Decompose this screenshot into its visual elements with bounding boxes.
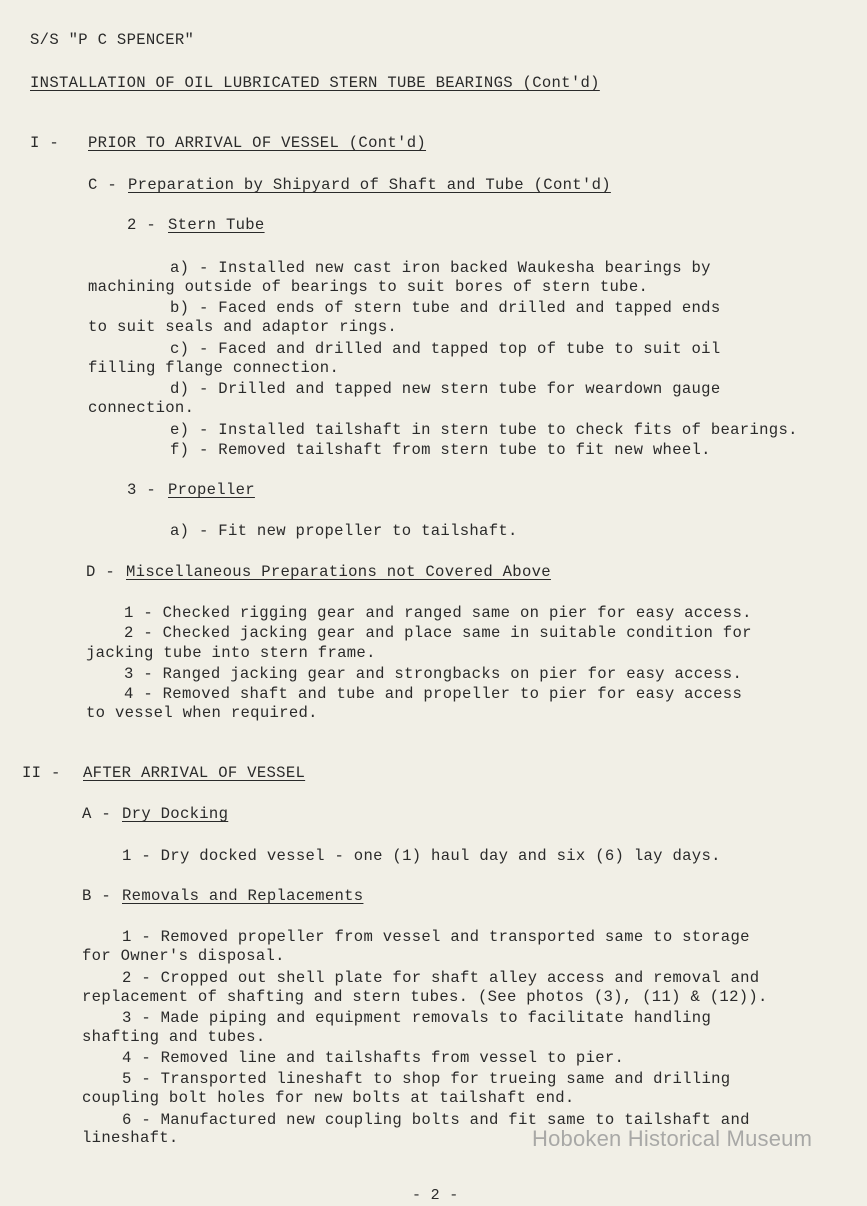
removals-line: 3 - Made piping and equipment removals to facilitate handling bbox=[122, 1009, 712, 1027]
section-1-numeral: I - bbox=[30, 134, 59, 152]
stern-tube-line: machining outside of bearings to suit bores of stern tube. bbox=[88, 278, 649, 296]
stern-tube-line: e) - Installed tailshaft in stern tube to check fits of bearings. bbox=[170, 421, 798, 439]
subsection-c-prefix: C - bbox=[88, 176, 127, 194]
removals-line: 5 - Transported lineshaft to shop for trueing same and drilling bbox=[122, 1070, 731, 1088]
removals-line: for Owner's disposal. bbox=[82, 947, 285, 965]
misc-line: 4 - Removed shaft and tube and propeller to pier for easy access bbox=[124, 685, 743, 703]
stern-tube-line: to suit seals and adaptor rings. bbox=[88, 318, 398, 336]
page-number: - 2 - bbox=[412, 1187, 459, 1204]
misc-line: to vessel when required. bbox=[86, 704, 318, 722]
vessel-name: S/S "P C SPENCER" bbox=[30, 31, 195, 49]
dry-docking-line: 1 - Dry docked vessel - one (1) haul day and six (6) lay days. bbox=[122, 847, 721, 865]
removals-line: shafting and tubes. bbox=[82, 1028, 266, 1046]
subsection-b-prefix: B - bbox=[82, 887, 121, 905]
section-2-heading: AFTER ARRIVAL OF VESSEL bbox=[83, 764, 306, 782]
item-2-prefix: 2 - bbox=[127, 216, 166, 234]
misc-line: 1 - Checked rigging gear and ranged same on pier for easy access. bbox=[124, 604, 752, 622]
item-2-heading: Stern Tube bbox=[168, 216, 265, 234]
removals-line: 2 - Cropped out shell plate for shaft alley access and removal and bbox=[122, 969, 760, 987]
section-2-numeral: II - bbox=[22, 764, 61, 782]
removals-line: lineshaft. bbox=[82, 1129, 179, 1147]
section-1-heading: PRIOR TO ARRIVAL OF VESSEL (Cont'd) bbox=[88, 134, 427, 152]
misc-line: 2 - Checked jacking gear and place same in suitable condition for bbox=[124, 624, 752, 642]
stern-tube-line: filling flange connection. bbox=[88, 359, 340, 377]
museum-watermark: Hoboken Historical Museum bbox=[532, 1126, 813, 1151]
subsection-d-heading: Miscellaneous Preparations not Covered Above bbox=[126, 563, 551, 581]
item-3-prefix: 3 - bbox=[127, 481, 166, 499]
removals-line: replacement of shafting and stern tubes. (See photos (3), (11) & (12)). bbox=[82, 988, 768, 1006]
stern-tube-line: c) - Faced and drilled and tapped top of tube to suit oil bbox=[170, 340, 721, 358]
document-title: INSTALLATION OF OIL LUBRICATED STERN TUBE BEARINGS (Cont'd) bbox=[30, 74, 600, 92]
removals-line: 4 - Removed line and tailshafts from vessel to pier. bbox=[122, 1049, 625, 1067]
item-3-heading: Propeller bbox=[168, 481, 255, 499]
removals-line: 1 - Removed propeller from vessel and transported same to storage bbox=[122, 928, 750, 946]
removals-line: 6 - Manufactured new coupling bolts and fit same to tailshaft and bbox=[122, 1111, 750, 1129]
misc-line: jacking tube into stern frame. bbox=[86, 644, 376, 662]
subsection-b-heading: Removals and Replacements bbox=[122, 887, 364, 905]
subsection-c-heading: Preparation by Shipyard of Shaft and Tube (Cont'd) bbox=[128, 176, 611, 194]
stern-tube-line: a) - Installed new cast iron backed Waukesha bearings by bbox=[170, 259, 711, 277]
misc-line: 3 - Ranged jacking gear and strongbacks on pier for easy access. bbox=[124, 665, 743, 683]
stern-tube-line: connection. bbox=[88, 399, 195, 417]
subsection-d-prefix: D - bbox=[86, 563, 125, 581]
subsection-a-prefix: A - bbox=[82, 805, 121, 823]
stern-tube-line: d) - Drilled and tapped new stern tube for weardown gauge bbox=[170, 380, 721, 398]
propeller-line: a) - Fit new propeller to tailshaft. bbox=[170, 522, 518, 540]
stern-tube-line: b) - Faced ends of stern tube and drilled and tapped ends bbox=[170, 299, 721, 317]
subsection-a-heading: Dry Docking bbox=[122, 805, 229, 823]
stern-tube-line: f) - Removed tailshaft from stern tube to fit new wheel. bbox=[170, 441, 711, 459]
removals-line: coupling bolt holes for new bolts at tailshaft end. bbox=[82, 1089, 575, 1107]
